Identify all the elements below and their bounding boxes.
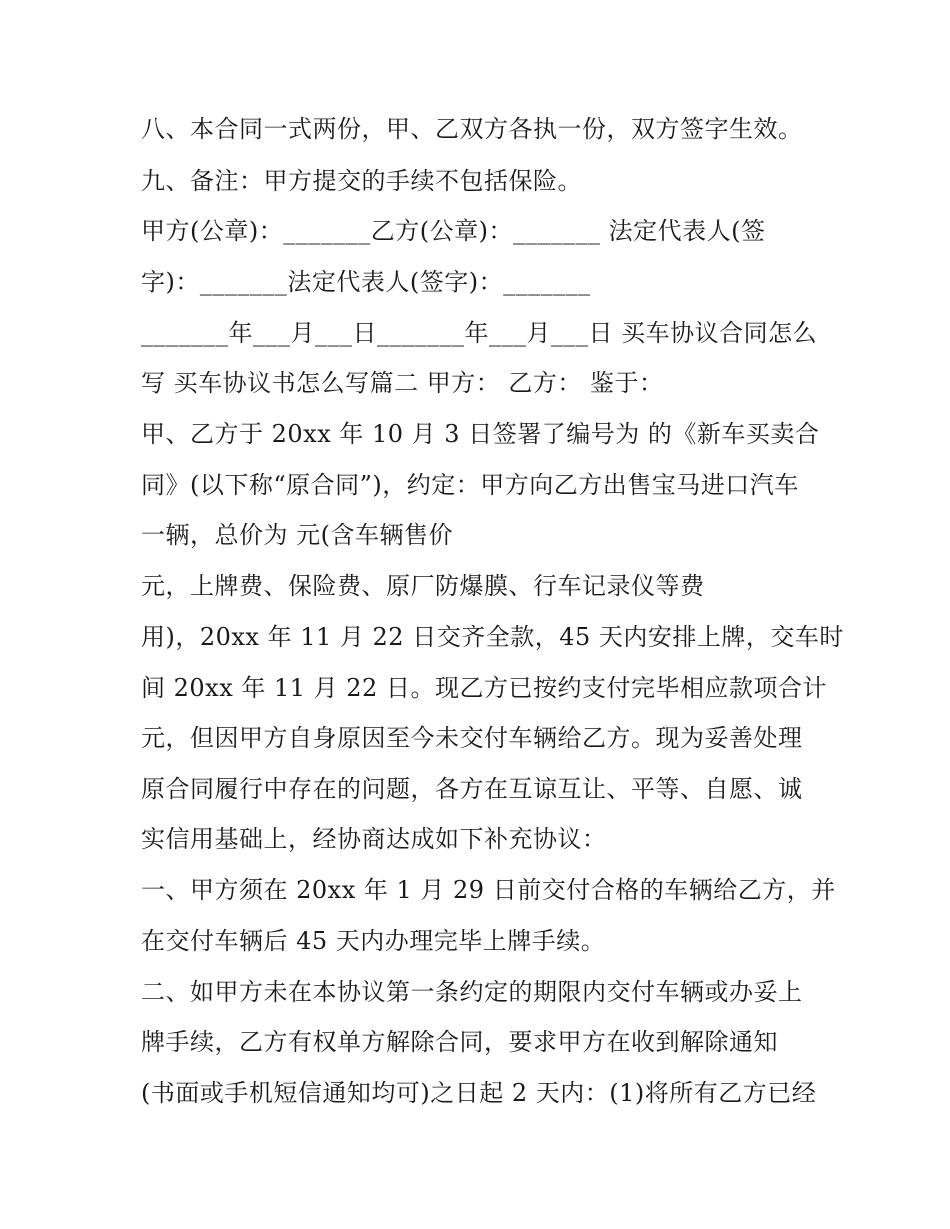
paragraph-line: 元，但因甲方自身原因至今未交付车辆给乙方。现为妥善处理 — [141, 724, 803, 752]
signature-line-1: 甲方(公章)：_______乙方(公章)：_______ 法定代表人(签 — [141, 217, 766, 245]
paragraph-line: 原合同履行中存在的问题，各方在互谅互让、平等、自愿、诚 — [141, 775, 803, 803]
date-line: _______年___月___日_______年___月___日 买车协议合同怎么 — [141, 319, 818, 347]
paragraph-line: 实信用基础上，经协商达成如下补充协议： — [141, 825, 607, 853]
paragraph-line: 用)，20xx 年 11 月 22 日交齐全款，45 天内安排上牌，交车时 — [141, 623, 844, 651]
paragraph-line: 元，上牌费、保险费、原厂防爆膜、行车记录仪等费 — [141, 572, 705, 600]
paragraph-line: 甲、乙方于 20xx 年 10 月 3 日签署了编号为 的《新车买卖合 — [141, 420, 820, 448]
clause-1-text: 在交付车辆后 45 天内办理完毕上牌手续。 — [141, 927, 606, 955]
second-agreement-heading: 写 买车协议书怎么写篇二 甲方： 乙方： 鉴于： — [141, 369, 664, 397]
signature-line-2: 字)：_______法定代表人(签字)：_______ — [141, 268, 591, 296]
paragraph-line: 同》(以下称“原合同”)，约定：甲方向乙方出售宝马进口汽车 — [141, 471, 799, 499]
paragraph-line: 间 20xx 年 11 月 22 日。现乙方已按约支付完毕相应款项合计 — [141, 674, 827, 702]
clause-8-text: 八、本合同一式两份，甲、乙双方各执一份，双方签字生效。 — [141, 115, 803, 143]
clause-2-text: 牌手续，乙方有权单方解除合同，要求甲方在收到解除通知 — [141, 1028, 778, 1056]
paragraph-line: 一辆，总价为 元(含车辆售价 — [141, 521, 453, 549]
clause-1-text: 一、甲方须在 20xx 年 1 月 29 日前交付合格的车辆给乙方，并 — [141, 876, 836, 904]
clause-9-text: 九、备注：甲方提交的手续不包括保险。 — [141, 167, 582, 195]
clause-2-text: 二、如甲方未在本协议第一条约定的期限内交付车辆或办妥上 — [141, 978, 803, 1006]
clause-2-text: (书面或手机短信通知均可)之日起 2 天内：(1)将所有乙方已经 — [141, 1079, 817, 1107]
